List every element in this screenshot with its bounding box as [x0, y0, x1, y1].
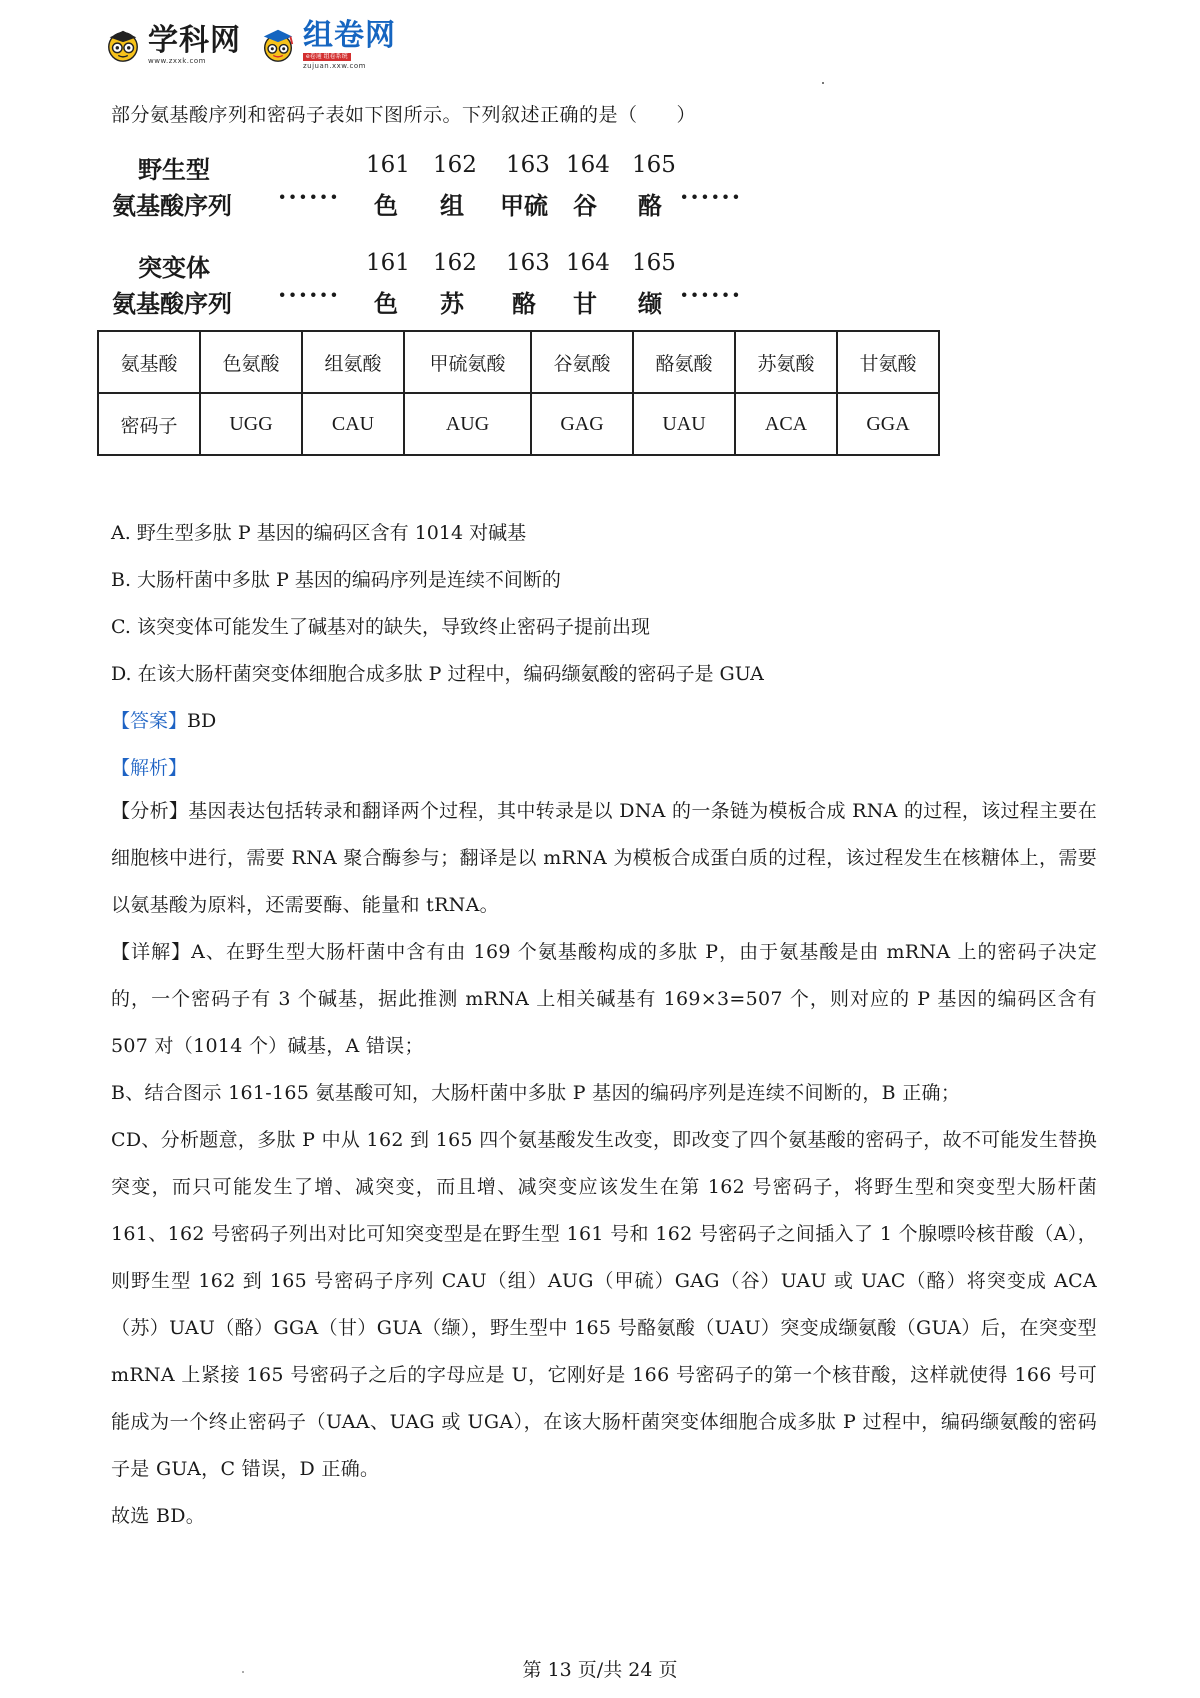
analysis-p1-text: 基因表达包括转录和翻译两个过程，其中转录是以 DNA 的一条链为模板合成 RNA 的过程，该过程主要在细胞核中进行，需要 RNA 聚合酶参与；翻译是以 mRNA 为模板合成蛋白质的过程，该过程发生在核糖体上，需要以氨基酸为原料，还需要酶、能量和 tRNA。 — [111, 800, 1097, 916]
analysis-paragraph-4: CD、分析题意，多肽 P 中从 162 到 165 四个氨基酸发生改变，即改变了四个氨基酸的密码子，故不可能发生替换突变，而只可能发生了增、减突变，而且增、减突变应该发生在第 162 号密码子，将野生型和突变型大肠杆菌 161、162 号密码子列出对比可知突变型是在野生型 161 号和 162 号密码子之间插入了 1 个腺嘌呤核苷酸（A），则野生型 162 到 165 号密码子序列 CAU（组）AUG（甲硫）GAG（谷）UAU 或 UAC（酪）将突变成 ACA（苏）UAU（酪）GGA（甘）GUA（缬），野生型中 165 号酪氨酸（UAU）突变成缬氨酸（GUA）后，在突变型 mRNA 上紧接 165 号密码子之后的字母应是 U，它刚好是 166 号密码子的第一个核苷酸，这样就使得 166 号可能成为一个终止密码子（UAA、UAG 或 UGA），在该大肠杆菌突变体细胞合成多肽 P 过程中，编码缬氨酸的密码子是 GUA，C 错误，D 正确。 — [111, 1129, 1097, 1480]
analysis-paragraph-1 — [111, 788, 1097, 929]
wild-aa-161: 色 — [374, 191, 398, 220]
codon-table — [97, 330, 940, 456]
zjw-logo[interactable] — [259, 17, 396, 70]
table-row — [98, 393, 939, 455]
table-cell: 苏氨酸 — [735, 331, 837, 393]
mutant-aa-164: 甘 — [573, 289, 597, 318]
option-b: B. 大肠杆菌中多肽 P 基因的编码序列是连续不间断的 — [111, 569, 561, 591]
wild-num-162: 162 — [433, 152, 477, 178]
header-logos — [104, 18, 396, 72]
table-cell: 氨基酸 — [98, 331, 200, 393]
mascot-icon — [104, 26, 142, 64]
analysis-p2-text: A、在野生型大肠杆菌中含有由 169 个氨基酸构成的多肽 P，由于氨基酸是由 mRNA 上的密码子决定的，一个密码子有 3 个碱基，据此推测 mRNA 上相关碱基有 169×3=507 个，则对应的 P 基因的编码区含有 507 对（1014 个）碱基，A 错误； — [111, 941, 1097, 1057]
analysis-p2-tag: 【详解】 — [111, 941, 192, 963]
mutant-aa-161: 色 — [374, 289, 398, 318]
table-cell: 密码子 — [98, 393, 200, 455]
table-cell: 酪氨酸 — [633, 331, 735, 393]
wild-num-163: 163 — [506, 152, 550, 178]
mutant-num-165: 165 — [632, 250, 676, 276]
scan-speck — [822, 82, 824, 84]
table-cell: AUG — [404, 393, 531, 455]
table-cell: 谷氨酸 — [531, 331, 633, 393]
table-cell: 组氨酸 — [302, 331, 404, 393]
answer-tag: 【答案】 — [111, 710, 188, 732]
wild-aa-163: 甲硫 — [500, 191, 548, 220]
answer-value: BD — [187, 710, 217, 732]
wild-aa-165: 酪 — [638, 191, 662, 220]
mascot-graduate-icon — [259, 26, 297, 64]
analysis-paragraph-3: B、结合图示 161-165 氨基酸可知，大肠杆菌中多肽 P 基因的编码序列是连续不间断的，B 正确； — [111, 1082, 961, 1104]
analysis-p1-tag: 【分析】 — [111, 800, 189, 822]
question-stem: 部分氨基酸序列和密码子表如下图所示。下列叙述正确的是（ ） — [111, 104, 697, 126]
option-c: C. 该突变体可能发生了碱基对的缺失，导致终止密码子提前出现 — [111, 616, 650, 638]
xkw-logo[interactable] — [104, 22, 241, 65]
table-cell: 甘氨酸 — [837, 331, 939, 393]
mutant-num-161: 161 — [366, 250, 410, 276]
xkw-logo-name: 学科网 — [148, 22, 241, 58]
wild-seq-label: 氨基酸序列 — [112, 191, 232, 220]
mutant-seq-label: 氨基酸序列 — [112, 289, 232, 318]
analysis-tag: 【解析】 — [111, 757, 188, 779]
answer-line — [111, 706, 216, 733]
page-number: 第 13 页/共 24 页 — [522, 1659, 678, 1681]
wild-aa-164: 谷 — [573, 191, 597, 220]
zjw-logo-url: zujuan.xxw.com — [303, 61, 366, 70]
mutant-dots-right: ······ — [680, 280, 743, 309]
mutant-num-163: 163 — [506, 250, 550, 276]
option-d: D. 在该大肠杆菌突变体细胞合成多肽 P 过程中，编码缬氨酸的密码子是 GUA — [111, 663, 764, 685]
table-cell: ACA — [735, 393, 837, 455]
table-cell: GAG — [531, 393, 633, 455]
table-row — [98, 331, 939, 393]
wild-dots-left: ······ — [278, 182, 341, 211]
mutant-aa-162: 苏 — [440, 289, 464, 318]
table-cell: CAU — [302, 393, 404, 455]
mutant-aa-165: 缬 — [638, 289, 662, 318]
table-cell: GGA — [837, 393, 939, 455]
table-cell: 甲硫氨酸 — [404, 331, 531, 393]
table-cell: UAU — [633, 393, 735, 455]
mutant-label: 突变体 — [138, 253, 210, 282]
xkw-logo-url: www.zxxk.com — [148, 56, 206, 65]
option-a: A. 野生型多肽 P 基因的编码区含有 1014 对碱基 — [111, 522, 527, 544]
analysis-paragraph-5: 故选 BD。 — [111, 1505, 206, 1527]
zjw-logo-name: 组卷网 — [303, 17, 396, 53]
wild-num-165: 165 — [632, 152, 676, 178]
wild-num-164: 164 — [566, 152, 610, 178]
mutant-aa-163: 酪 — [512, 289, 536, 318]
wild-aa-162: 组 — [440, 191, 464, 220]
wild-num-161: 161 — [366, 152, 410, 178]
table-cell: 色氨酸 — [200, 331, 302, 393]
zjw-logo-badge: e卷通 组卷系统 — [303, 53, 351, 61]
analysis-heading — [111, 753, 187, 780]
mutant-num-164: 164 — [566, 250, 610, 276]
wild-dots-right: ······ — [680, 182, 743, 211]
mutant-num-162: 162 — [433, 250, 477, 276]
analysis-paragraph-2 — [111, 929, 1097, 1070]
analysis-body — [111, 788, 1097, 1540]
wild-label: 野生型 — [138, 155, 210, 184]
mutant-dots-left: ······ — [278, 280, 341, 309]
table-cell: UGG — [200, 393, 302, 455]
